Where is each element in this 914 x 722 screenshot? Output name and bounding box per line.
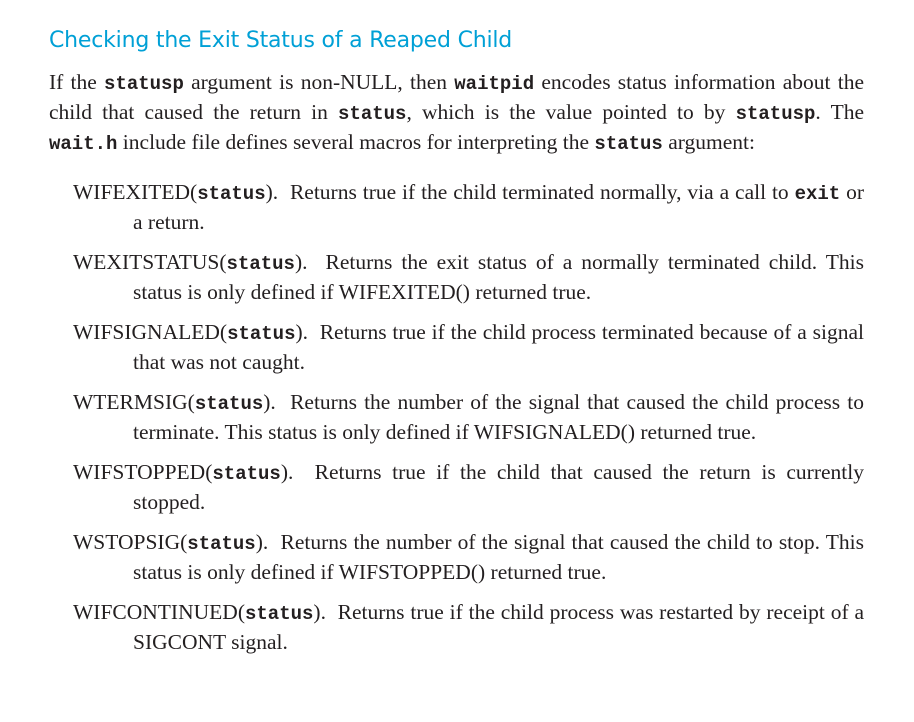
- macro-list: [49, 178, 864, 656]
- intro-paragraph: [49, 68, 864, 158]
- macro-item-wstopsig: WSTOPSIG(status). Returns the number of the signal that caused the child to stop. This status is only defined if WIFSTOPPED() returned true.: [73, 530, 864, 584]
- intro-text: , which is the value pointed to by: [406, 100, 736, 124]
- intro-text: argument is non-NULL, then: [183, 70, 455, 94]
- macro-arg: status: [212, 463, 281, 485]
- section-heading: Checking the Exit Status of a Reaped Child: [49, 28, 513, 53]
- intro-text: argument:: [662, 130, 755, 154]
- code-statusp: statusp: [735, 103, 816, 125]
- intro-text: . The: [815, 100, 864, 124]
- macro-item-wifcontinued: WIFCONTINUED(status). Returns true if the child process was restarted by receipt of a SIGCONT signal.: [73, 600, 864, 654]
- macro-arg: status: [197, 183, 266, 205]
- macro-description: Returns the number of the signal that caused the child to stop. This status is only defined if WIFSTOPPED() returned true.: [133, 530, 864, 584]
- code-exit: exit: [794, 183, 841, 205]
- macro-description: Returns the exit status of a normally terminated child. This status is only defined if WIFEXITED() returned true.: [133, 250, 864, 304]
- macro-name: WIFCONTINUED: [73, 600, 238, 624]
- macro-item-wifstopped: WIFSTOPPED(status). Returns true if the child that caused the return is currently stopped.: [73, 460, 864, 514]
- code-status: status: [338, 103, 407, 125]
- document-page: [49, 26, 864, 656]
- macro-name: WIFSTOPPED: [73, 460, 206, 484]
- macro-name: WIFEXITED: [73, 180, 191, 204]
- intro-text: encodes status information about the child that caused the return in: [49, 70, 864, 124]
- macro-description: Returns true if the child process was restarted by receipt of a SIGCONT signal.: [133, 600, 864, 654]
- intro-text: include file defines several macros for interpreting the: [117, 130, 595, 154]
- macro-description: Returns true if the child process terminated because of a signal that was not caught.: [133, 320, 864, 374]
- code-waitpid: waitpid: [454, 73, 535, 95]
- macro-name: WTERMSIG: [73, 390, 188, 414]
- macro-arg: status: [227, 323, 296, 345]
- macro-arg: status: [226, 253, 295, 275]
- code-statusp: statusp: [104, 73, 184, 95]
- macro-item-wifsignaled: WIFSIGNALED(status). Returns true if the child process terminated because of a signal that was not caught.: [73, 320, 864, 374]
- code-wait-h: wait.h: [49, 133, 118, 155]
- macro-arg: status: [187, 533, 256, 555]
- macro-description: or a return.: [133, 180, 864, 234]
- macro-name: WEXITSTATUS: [73, 250, 220, 274]
- macro-arg: status: [194, 393, 264, 415]
- macro-item-wexitstatus: WEXITSTATUS(status). Returns the exit status of a normally terminated child. This status is only defined if WIFEXITED() returned true.: [73, 250, 864, 304]
- macro-name: WSTOPSIG: [73, 530, 181, 554]
- macro-item-wifexited: WIFEXITED(status). Returns true if the child terminated normally, via a call to exit or a return.: [73, 180, 864, 234]
- code-status: status: [594, 133, 663, 155]
- macro-item-wtermsig: WTERMSIG(status). Returns the number of the signal that caused the child process to terminate. This status is only defined if WIFSIGNALED() returned true.: [73, 390, 864, 444]
- macro-description: Returns the number of the signal that caused the child process to terminate. This status is only defined if WIFSIGNALED() returned true.: [133, 390, 864, 444]
- intro-text: If the: [49, 70, 105, 94]
- macro-description: Returns true if the child that caused the return is currently stopped.: [133, 460, 864, 514]
- macro-name: WIFSIGNALED: [73, 320, 220, 344]
- macro-description: Returns true if the child terminated normally, via a call to: [289, 180, 795, 204]
- macro-arg: status: [244, 603, 314, 625]
